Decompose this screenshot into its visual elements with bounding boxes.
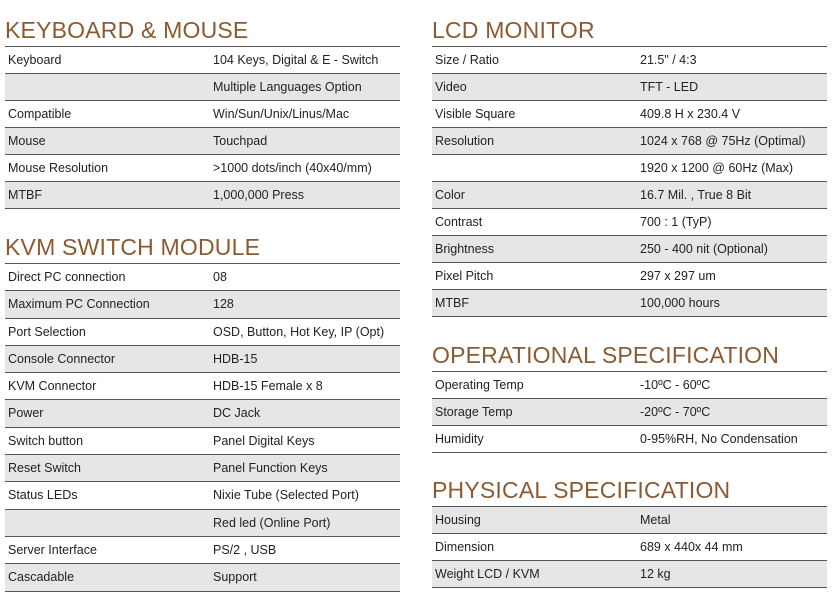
spec-row — [5, 455, 400, 482]
spec-key: Size / Ratio — [435, 53, 499, 67]
spec-value: 689 x 440x 44 mm — [640, 540, 743, 554]
spec-value: PS/2 , USB — [213, 542, 277, 557]
spec-key — [432, 155, 636, 181]
spec-key: MTBF — [8, 188, 43, 202]
spec-key: Housing — [435, 513, 481, 527]
spec-key — [5, 74, 209, 100]
spec-key: Server Interface — [8, 542, 97, 557]
spec-row — [5, 510, 400, 537]
spec-value: 104 Keys, Digital & E - Switch — [213, 53, 379, 67]
spec-value: 297 x 297 um — [640, 269, 716, 283]
spec-value: 100,000 hours — [640, 296, 720, 310]
spec-row — [5, 291, 400, 318]
spec-key: Humidity — [435, 432, 484, 446]
spec-value: 700 : 1 (TyP) — [640, 215, 712, 229]
keyboard-mouse-section — [5, 17, 400, 209]
spec-key: Operating Temp — [435, 378, 524, 392]
spec-key: Port Selection — [8, 324, 86, 339]
spec-row — [5, 373, 400, 400]
operational-specification-title: OPERATIONAL SPECIFICATION — [432, 342, 827, 372]
spec-value: OSD, Button, Hot Key, IP (Opt) — [213, 324, 385, 339]
spec-key: Weight LCD / KVM — [435, 567, 540, 581]
spec-key — [5, 510, 209, 536]
spec-key: Pixel Pitch — [435, 269, 494, 283]
spec-value: 1024 x 768 @ 75Hz (Optimal) — [640, 134, 806, 148]
spec-value: 409.8 H x 230.4 V — [640, 107, 741, 121]
spec-row — [432, 209, 827, 236]
spec-key: Compatible — [8, 107, 72, 121]
spec-value: 1920 x 1200 @ 60Hz (Max) — [640, 161, 794, 175]
spec-row — [5, 400, 400, 427]
spec-value: 1,000,000 Press — [213, 188, 305, 202]
physical-specification-title: PHYSICAL SPECIFICATION — [432, 477, 827, 507]
spec-value: 0-95%RH, No Condensation — [640, 432, 798, 446]
spec-value: 08 — [213, 270, 227, 284]
spec-key: Reset Switch — [8, 461, 81, 476]
spec-value: Red led (Online Port) — [213, 515, 331, 530]
spec-row — [5, 564, 400, 591]
spec-value: TFT - LED — [640, 80, 699, 94]
spec-key: Keyboard — [8, 53, 62, 67]
spec-row — [432, 74, 827, 101]
spec-key: Dimension — [435, 540, 495, 554]
spec-key: Direct PC connection — [8, 270, 126, 284]
spec-row — [432, 155, 827, 182]
spec-key: Mouse — [8, 134, 46, 148]
spec-value: Touchpad — [213, 134, 268, 148]
spec-key: Mouse Resolution — [8, 161, 109, 175]
spec-value: 12 kg — [640, 567, 671, 581]
kvm-switch-module-title: KVM SWITCH MODULE — [5, 234, 400, 264]
spec-key: KVM Connector — [8, 379, 97, 394]
spec-key: Status LEDs — [8, 488, 78, 503]
spec-key: Power — [8, 406, 44, 421]
spec-row — [5, 182, 400, 209]
spec-value: -10ºC - 60ºC — [640, 378, 711, 392]
spec-value: Metal — [640, 513, 671, 527]
spec-value: >1000 dots/inch (40x40/mm) — [213, 161, 372, 175]
keyboard-mouse-title: KEYBOARD & MOUSE — [5, 17, 400, 47]
operational-specification-section — [432, 342, 827, 453]
spec-value: Panel Digital Keys — [213, 433, 315, 448]
spec-key: Visible Square — [435, 107, 516, 121]
spec-key: Color — [435, 188, 465, 202]
spec-value: Panel Function Keys — [213, 461, 328, 476]
spec-row — [432, 182, 827, 209]
lcd-monitor-section — [432, 17, 827, 317]
spec-row — [432, 399, 827, 426]
spec-key: Maximum PC Connection — [8, 297, 150, 312]
spec-value: 16.7 Mil. , True 8 Bit — [640, 188, 752, 202]
spec-value: 128 — [213, 297, 234, 312]
spec-row — [432, 263, 827, 290]
spec-value: 21.5" / 4:3 — [640, 53, 697, 67]
spec-row — [5, 128, 400, 155]
spec-row — [432, 101, 827, 128]
kvm-switch-module-section — [5, 234, 400, 592]
spec-row — [432, 290, 827, 317]
spec-row — [5, 537, 400, 564]
spec-value: Win/Sun/Unix/Linus/Mac — [213, 107, 350, 121]
spec-row — [432, 507, 827, 534]
spec-row — [5, 428, 400, 455]
spec-row — [5, 346, 400, 373]
spec-row — [5, 155, 400, 182]
spec-key: Video — [435, 80, 467, 94]
spec-value: -20ºC - 70ºC — [640, 405, 711, 419]
spec-row — [432, 236, 827, 263]
spec-row — [5, 264, 400, 291]
spec-key: Storage Temp — [435, 405, 513, 419]
spec-value: Support — [213, 570, 257, 585]
spec-key: Resolution — [435, 134, 495, 148]
spec-value: 250 - 400 nit (Optional) — [640, 242, 768, 256]
spec-row — [432, 128, 827, 155]
spec-value: DC Jack — [213, 406, 261, 421]
spec-row — [5, 74, 400, 101]
spec-row — [432, 47, 827, 74]
spec-key: MTBF — [435, 296, 470, 310]
spec-row — [432, 561, 827, 588]
spec-value: HDB-15 — [213, 351, 258, 366]
spec-value: Multiple Languages Option — [213, 80, 362, 94]
spec-key: Contrast — [435, 215, 483, 229]
spec-row — [5, 482, 400, 509]
physical-specification-section — [432, 477, 827, 588]
spec-key: Cascadable — [8, 570, 75, 585]
spec-value: Nixie Tube (Selected Port) — [213, 488, 359, 503]
spec-key: Brightness — [435, 242, 495, 256]
spec-row — [432, 372, 827, 399]
spec-row — [432, 534, 827, 561]
spec-key: Switch button — [8, 433, 84, 448]
spec-row — [5, 47, 400, 74]
spec-row — [5, 101, 400, 128]
spec-key: Console Connector — [8, 351, 116, 366]
lcd-monitor-title: LCD MONITOR — [432, 17, 827, 47]
spec-row — [5, 319, 400, 346]
spec-value: HDB-15 Female x 8 — [213, 379, 323, 394]
spec-row — [432, 426, 827, 453]
